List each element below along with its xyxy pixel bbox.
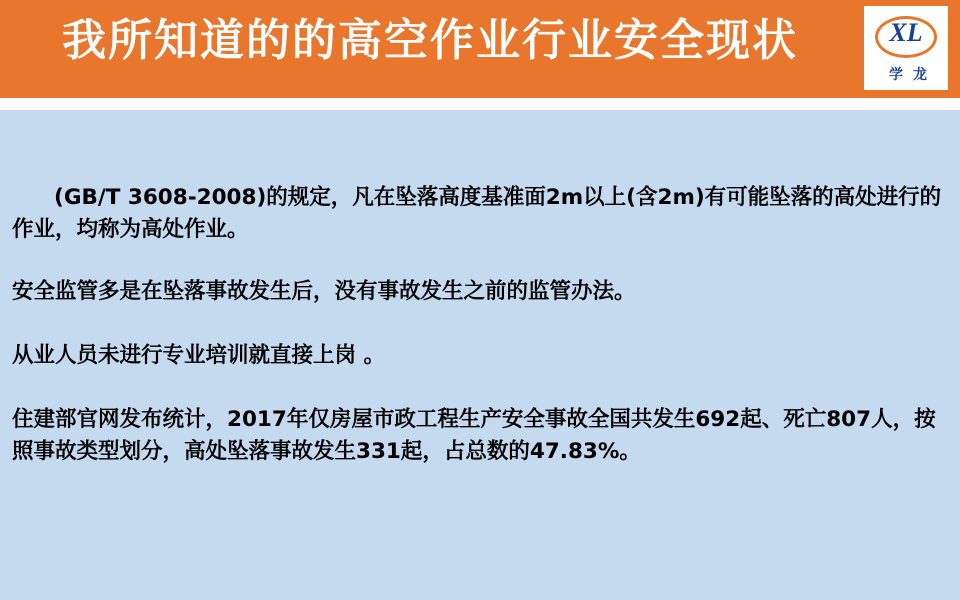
logo-subtitle: 学龙 — [889, 67, 937, 83]
logo-letters: XL — [889, 18, 923, 47]
paragraph-2: 安全监管多是在坠落事故发生后，没有事故发生之前的监管办法。 — [12, 279, 636, 304]
content-block — [12, 182, 948, 468]
paragraph-1: (GB/T 3608-2008)的规定，凡在坠落高度基准面2m以上(含2m)有可能坠落的高处进行的作业，均称为高处作业。 — [12, 185, 942, 242]
paragraph-3: 从业人员未进行专业培训就直接上岗 。 — [12, 343, 385, 368]
paragraph-4: 住建部官网发布统计，2017年仅房屋市政工程生产安全事故全国共发生692起、死亡807人，按照事故类型划分，高处坠落事故发生331起，占总数的47.83%。 — [12, 407, 936, 464]
logo-mark — [875, 12, 937, 62]
xuelong-logo — [862, 4, 950, 92]
title-bar — [0, 0, 960, 98]
slide-body — [0, 110, 960, 600]
page-title: 我所知道的的高空作业行业安全现状 — [62, 15, 798, 66]
